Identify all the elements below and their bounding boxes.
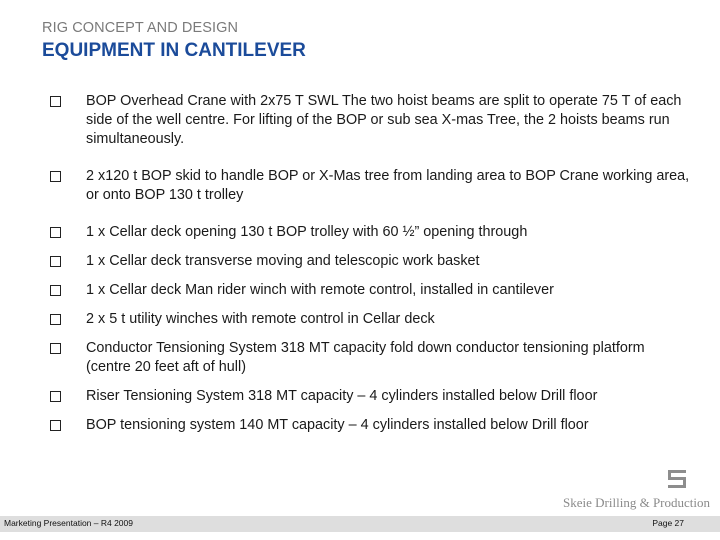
slide-subtitle: RIG CONCEPT AND DESIGN — [42, 20, 239, 36]
list-item — [50, 281, 690, 300]
list-item-text: BOP tensioning system 140 MT capacity – 4 cylinders installed below Drill floor — [86, 417, 589, 433]
company-logo-text: Skeie Drilling & Production — [563, 495, 710, 510]
list-item — [50, 252, 690, 271]
checkbox-bullet-icon — [50, 256, 61, 267]
list-item — [50, 167, 690, 205]
list-item-text: 2 x 5 t utility winches with remote control in Cellar deck — [86, 311, 435, 327]
list-item-text: 1 x Cellar deck opening 130 t BOP trolley with 60 ½” opening through — [86, 224, 528, 240]
slide-title: EQUIPMENT IN CANTILEVER — [42, 40, 306, 61]
list-item-text: Conductor Tensioning System 318 MT capacity fold down conductor tensioning platform (centre 20 feet aft of hull) — [86, 340, 645, 375]
list-item-text: BOP Overhead Crane with 2x75 T SWL The two hoist beams are split to operate 75 T of each side of the well centre. For lifting of the BOP or sub sea X-mas Tree, the 2 hoists beams run simultaneously. — [86, 93, 682, 147]
list-item-text: 2 x120 t BOP skid to handle BOP or X-Mas tree from landing area to BOP Crane working area, or onto BOP 130 t trolley — [86, 168, 690, 203]
list-item — [50, 387, 690, 406]
list-item-text: 1 x Cellar deck transverse moving and telescopic work basket — [86, 253, 480, 269]
checkbox-bullet-icon — [50, 343, 61, 354]
list-item-text: 1 x Cellar deck Man rider winch with remote control, installed in cantilever — [86, 282, 554, 298]
checkbox-bullet-icon — [50, 420, 61, 431]
list-item — [50, 416, 690, 435]
list-item-text: Riser Tensioning System 318 MT capacity – 4 cylinders installed below Drill floor — [86, 388, 598, 404]
list-item — [50, 339, 690, 377]
list-item — [50, 92, 690, 149]
company-logo — [560, 468, 710, 516]
slide-footer — [0, 516, 720, 532]
equipment-list — [50, 92, 690, 435]
page-number: Page 27 — [652, 518, 684, 528]
checkbox-bullet-icon — [50, 314, 61, 325]
checkbox-bullet-icon — [50, 285, 61, 296]
list-item — [50, 223, 690, 242]
checkbox-bullet-icon — [50, 227, 61, 238]
checkbox-bullet-icon — [50, 391, 61, 402]
skeie-logo-icon — [668, 470, 686, 488]
footer-presentation-label: Marketing Presentation – R4 2009 — [4, 518, 133, 528]
checkbox-bullet-icon — [50, 96, 61, 107]
slide-header — [42, 20, 306, 63]
list-item — [50, 310, 690, 329]
checkbox-bullet-icon — [50, 171, 61, 182]
